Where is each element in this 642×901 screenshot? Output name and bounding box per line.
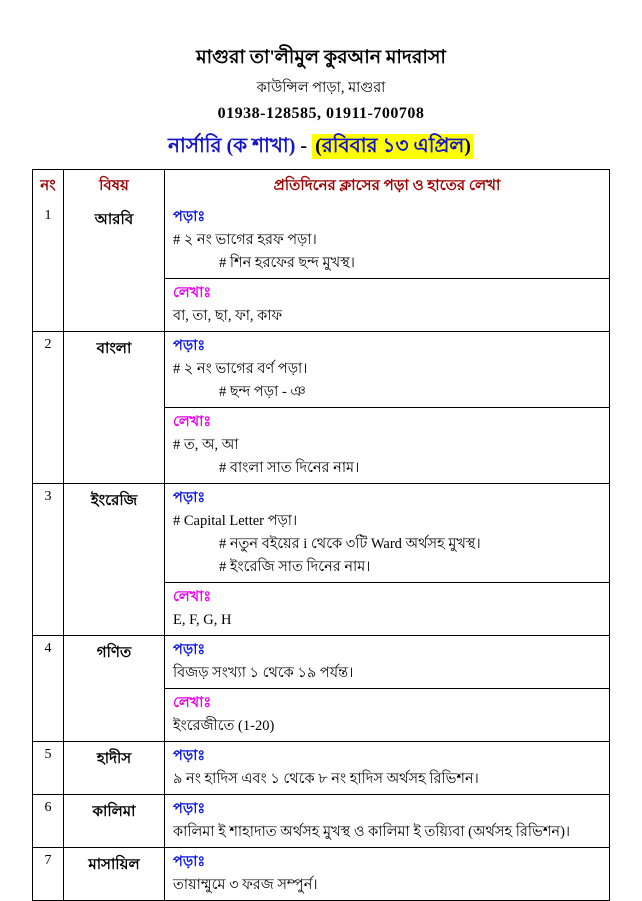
lekha-section (165, 582, 609, 635)
pora-label: পড়াঃ (173, 209, 206, 225)
school-address: কাউন্সিল পাড়া, মাগুরা (256, 80, 386, 96)
table-row (33, 331, 609, 483)
lesson-content (165, 484, 609, 635)
subject-name: আরবি (64, 203, 165, 331)
pora-text: # Capital Letter পড়া। (173, 513, 298, 529)
table-row (33, 203, 609, 331)
pora-section (165, 203, 609, 278)
separator-dash: - (295, 135, 313, 157)
lekha-label: লেখাঃ (173, 695, 212, 711)
row-number: 5 (33, 742, 64, 794)
row-number: 7 (33, 848, 64, 900)
pora-line (173, 252, 601, 275)
lesson-content (165, 332, 609, 483)
pora-text: # ২ নং ভাগের হরফ পড়া। (173, 232, 317, 248)
table-row (33, 847, 609, 900)
pora-text: ৯ নং হাদিস এবং ১ থেকে ৮ নং হাদিস অর্থসহ রিভিশন। (173, 771, 479, 787)
pora-text: বিজড় সংখ্যা ১ থেকে ১৯ পর্যন্ত। (173, 665, 354, 681)
table-header-row (33, 170, 609, 203)
lesson-content (165, 848, 609, 900)
table-row (33, 635, 609, 741)
pora-section (165, 795, 609, 847)
lesson-content (165, 636, 609, 741)
school-name: মাগুরা তা'লীমুল কুরআন মাদরাসা (196, 47, 446, 68)
pora-section (165, 484, 609, 582)
pora-line (173, 533, 601, 556)
pora-line (173, 381, 601, 404)
lekha-label: লেখাঃ (173, 589, 212, 605)
pora-line (173, 639, 601, 685)
pora-text: কালিমা ই শাহাদাত অর্থসহ মুখস্থ ও কালিমা ই তয়্যিবা (অর্থসহ রিভিশন)। (173, 824, 571, 840)
row-number: 2 (33, 332, 64, 483)
lekha-section (165, 407, 609, 483)
lesson-content (165, 742, 609, 794)
row-number: 3 (33, 484, 64, 635)
lekha-label: লেখাঃ (173, 285, 212, 301)
pora-section (165, 636, 609, 688)
lekha-section (165, 278, 609, 331)
lekha-line (173, 457, 601, 480)
date-text: রবিবার ১৩ এপ্রিল (321, 135, 465, 157)
pora-text: # ইংরেজি সাত দিনের নাম। (219, 559, 371, 575)
pora-label: পড়াঃ (173, 748, 206, 764)
pora-section (165, 742, 609, 794)
col-header-subject: বিষয় (64, 170, 165, 203)
document-header (0, 46, 642, 160)
table-row (33, 794, 609, 847)
pora-text: তায়াম্মুমে ৩ ফরজ সম্পুর্ন। (173, 877, 318, 893)
pora-section (165, 848, 609, 900)
lekha-text: # ত, অ, আ (173, 437, 239, 453)
phone-numbers: 01938-128585, 01911-700708 (217, 105, 425, 122)
lekha-line (173, 692, 601, 738)
pora-label: পড়াঃ (173, 490, 206, 506)
lekha-line (173, 586, 601, 632)
subject-name: মাসায়িল (64, 848, 165, 900)
lesson-content (165, 203, 609, 331)
date-highlight (312, 134, 474, 159)
row-number: 4 (33, 636, 64, 741)
class-name: নার্সারি (ক শাখা) (168, 135, 296, 157)
lesson-content (165, 795, 609, 847)
subject-name: বাংলা (64, 332, 165, 483)
pora-label: পড়াঃ (173, 854, 206, 870)
pora-label: পড়াঃ (173, 338, 206, 354)
col-header-content: প্রতিদিনের ক্লাসের পড়া ও হাতের লেখা (273, 178, 501, 194)
pora-line (173, 335, 601, 381)
pora-label: পড়াঃ (173, 801, 206, 817)
subject-name: হাদীস (64, 742, 165, 794)
pora-line (173, 745, 601, 791)
pora-line (173, 851, 601, 897)
schedule-table (32, 169, 610, 901)
col-header-no: নং (33, 170, 64, 203)
pora-label: পড়াঃ (173, 642, 206, 658)
subject-name: কালিমা (64, 795, 165, 847)
close-paren: ) (464, 135, 471, 157)
pora-text: # ছন্দ পড়া - ঞ (219, 384, 306, 400)
subject-name: গণিত (64, 636, 165, 741)
pora-text: # ২ নং ভাগের বর্ণ পড়া। (173, 361, 308, 377)
lekha-line (173, 411, 601, 457)
pora-line (173, 798, 601, 844)
lekha-text: বা, তা, ছা, ফা, কাফ (173, 308, 283, 324)
lekha-label: লেখাঃ (173, 414, 212, 430)
lekha-text: # বাংলা সাত দিনের নাম। (219, 460, 360, 476)
pora-text: # শিন হরফের ছন্দ মুখস্থ। (219, 255, 355, 271)
lekha-text: ইংরেজীতে (1-20) (173, 718, 275, 734)
row-number: 1 (33, 203, 64, 331)
lekha-line (173, 282, 601, 328)
lekha-section (165, 688, 609, 741)
open-paren: ( (315, 135, 322, 157)
pora-section (165, 332, 609, 407)
table-row (33, 741, 609, 794)
subject-name: ইংরেজি (64, 484, 165, 635)
table-row (33, 483, 609, 635)
table-body (33, 203, 609, 900)
lekha-text: E, F, G, H (173, 612, 232, 628)
pora-text: # নতুন বইয়ের i থেকে ৩টি Ward অর্থসহ মুখস্থ। (219, 536, 481, 552)
pora-line (173, 556, 601, 579)
pora-line (173, 206, 601, 252)
class-date-line (0, 132, 642, 160)
row-number: 6 (33, 795, 64, 847)
pora-line (173, 487, 601, 533)
